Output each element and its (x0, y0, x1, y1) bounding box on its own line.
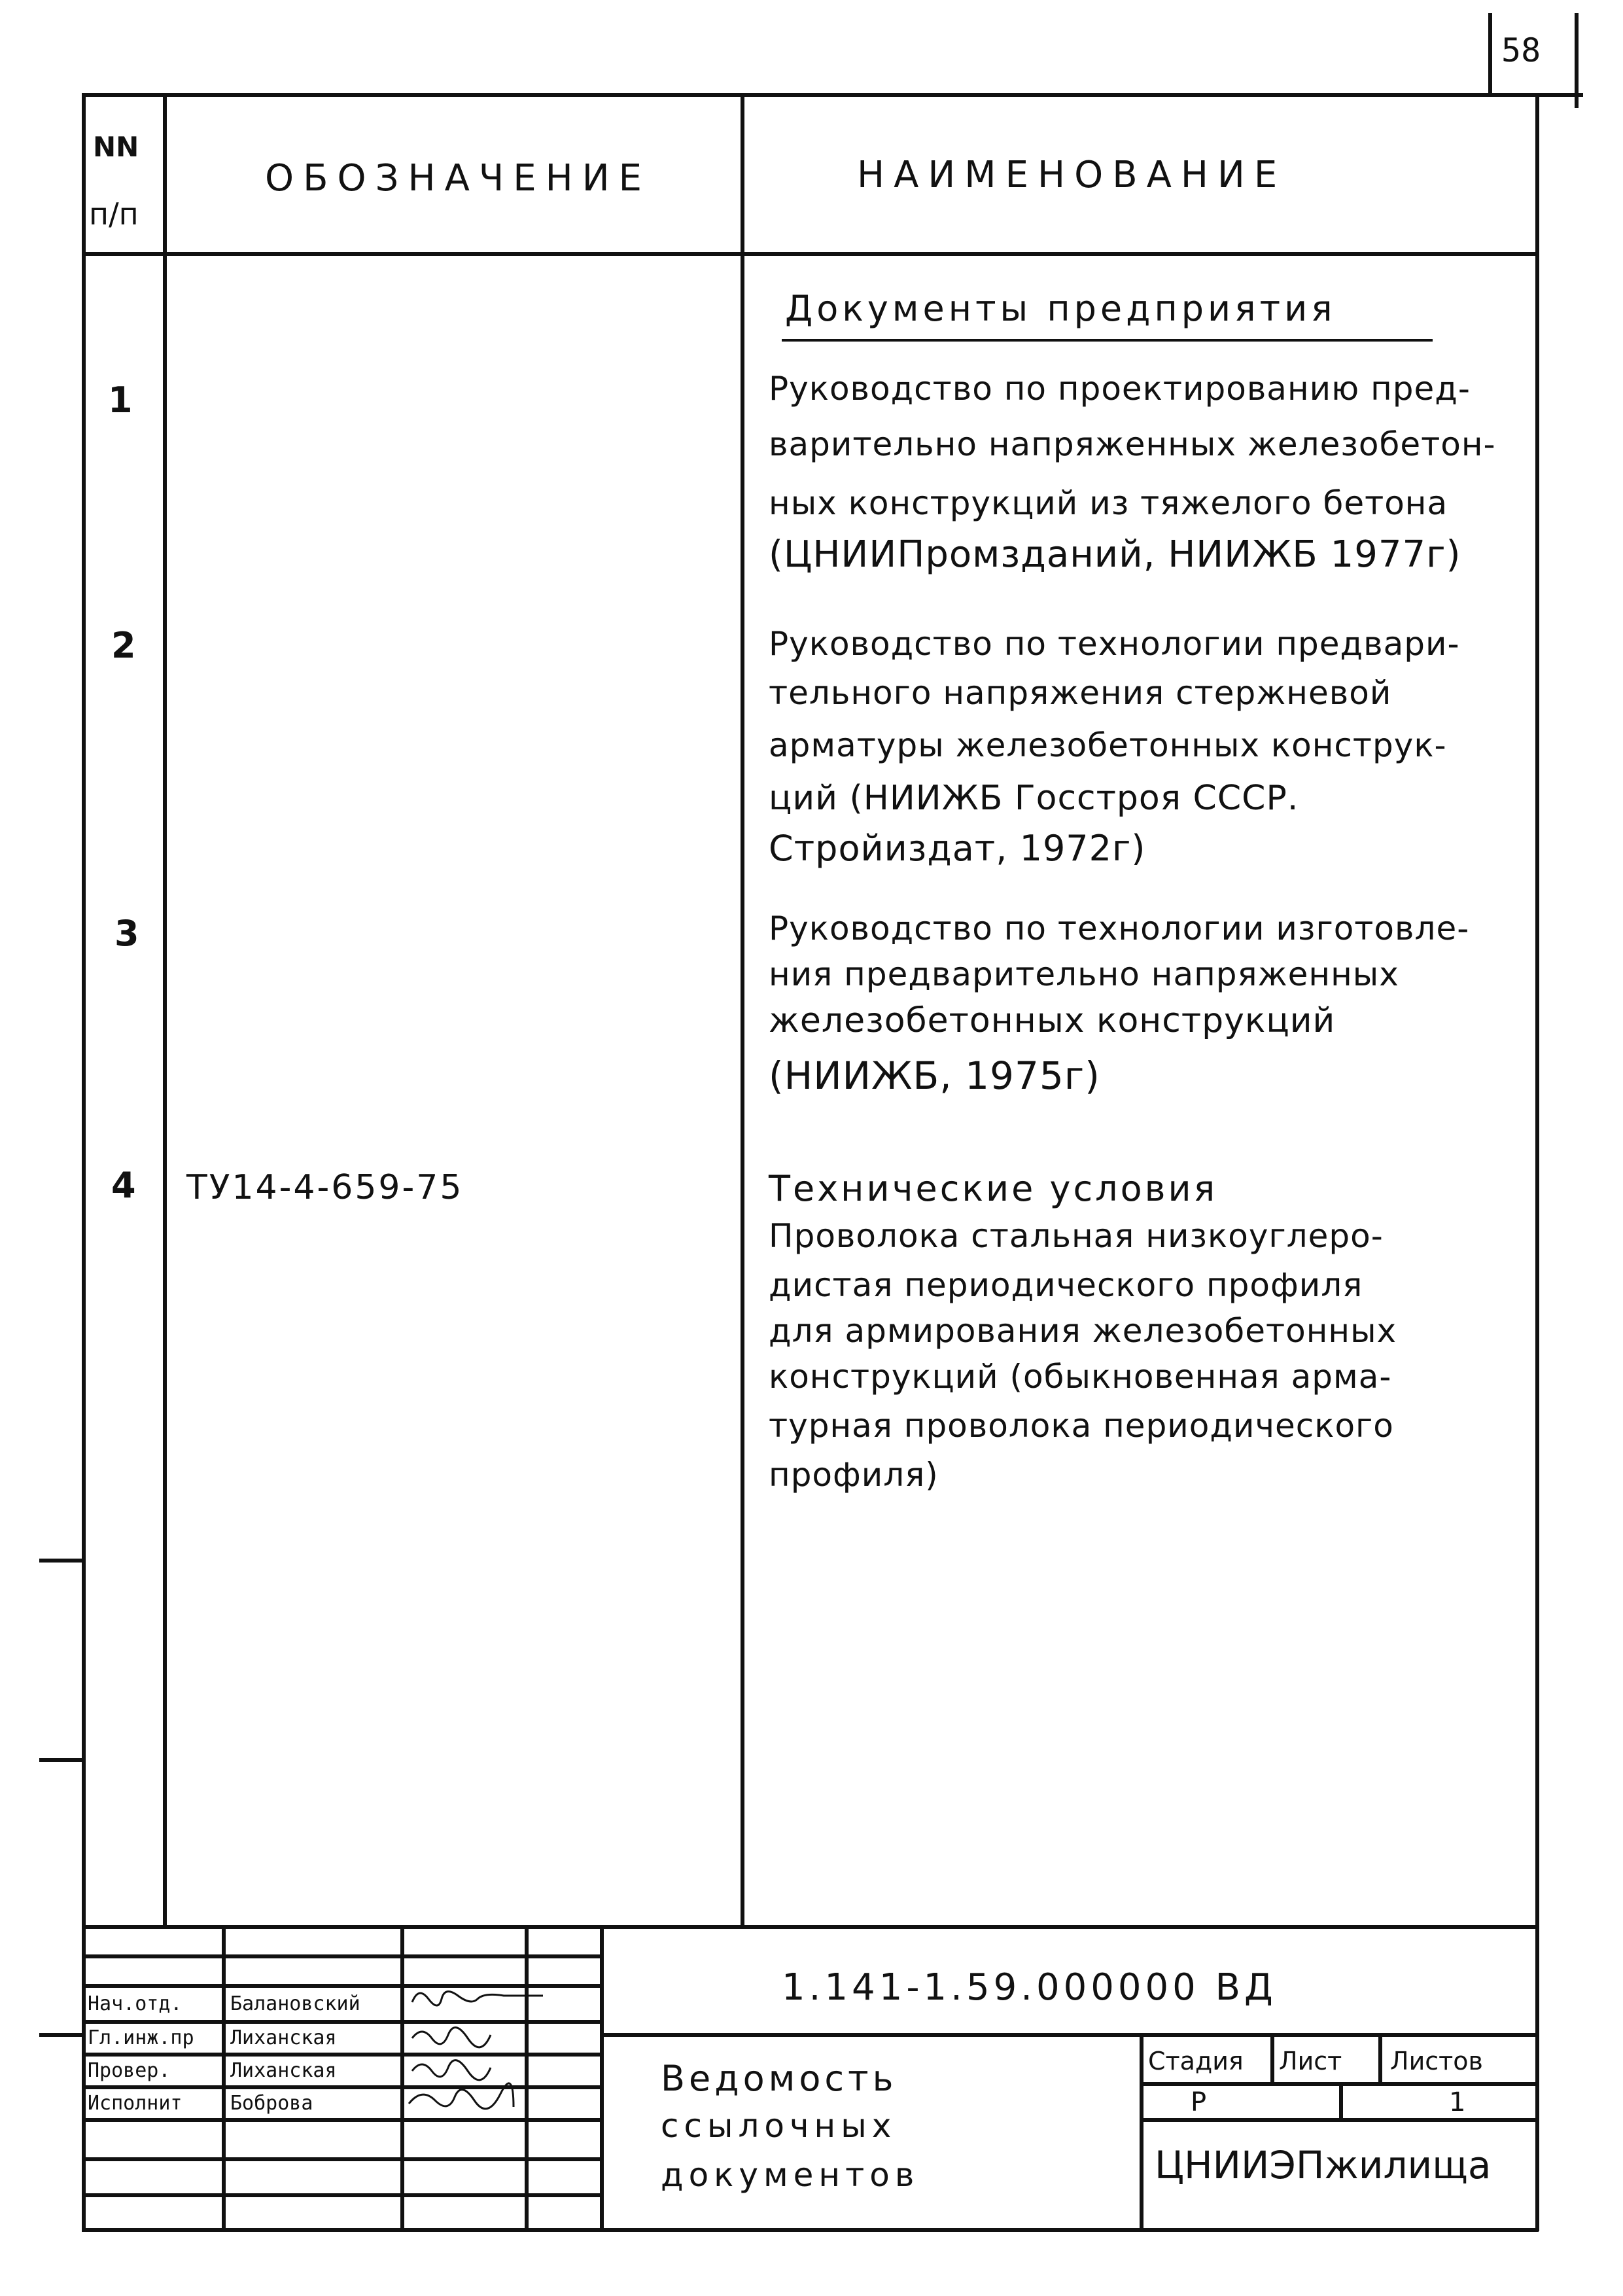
sig-role-4: Исполнит (88, 2092, 183, 2115)
sheets-value: 1 (1449, 2087, 1466, 2117)
sheets-label: Листов (1390, 2047, 1483, 2075)
row-3-line-3: железобетонных конструкций (769, 1001, 1336, 1040)
doc-title-line-2: ссылочных (661, 2107, 897, 2145)
document-code: 1.141-1.59.000000 ВД (782, 1966, 1277, 2009)
organization: ЦНИИЭПжилища (1155, 2143, 1492, 2187)
sig-role-2: Гл.инж.пр (88, 2026, 194, 2049)
row-2-line-2: тельного напряжения стержневой (769, 674, 1392, 712)
signature-scribbles (409, 1992, 543, 2109)
row-4-line-3: дистая периодического профиля (769, 1266, 1363, 1304)
sig-role-3: Провер. (88, 2059, 171, 2082)
row-4-line-1: Технические условия (769, 1168, 1218, 1209)
row-3-line-4: (НИИЖБ, 1975г) (769, 1053, 1100, 1098)
sheet-label: Лист (1279, 2047, 1342, 2075)
doc-title-line-3: документов (661, 2156, 920, 2194)
row-1-number: 1 (108, 380, 133, 421)
row-2-line-1: Руководство по технологии предвари- (769, 625, 1460, 663)
row-1-line-4: (ЦНИИПромзданий, НИИЖБ 1977г) (769, 533, 1461, 576)
row-2-number: 2 (111, 625, 136, 666)
row-2-line-3: арматуры железобетонных конструк- (769, 726, 1447, 764)
row-1-line-3: ных конструкций из тяжелого бетона (769, 484, 1448, 522)
section-title-underline (782, 339, 1433, 342)
row-3-line-2: ния предварительно напряженных (769, 955, 1399, 993)
row-2-line-5: Стройиздат, 1972г) (769, 828, 1146, 869)
stage-label: Стадия (1148, 2047, 1244, 2075)
stage-value: Р (1191, 2087, 1207, 2117)
sig-name-2: Лиханская (230, 2026, 337, 2049)
header-col-name: НАИМЕНОВАНИЕ (857, 154, 1287, 196)
sheet-number: 58 (1501, 31, 1541, 69)
row-4-line-7: профиля) (769, 1456, 939, 1494)
header-col-num-line1: NN (93, 131, 139, 163)
row-4-line-6: турная проволока периодического (769, 1407, 1394, 1445)
row-1-line-1: Руководство по проектированию пред- (769, 370, 1471, 408)
header-col-designation: ОБОЗНАЧЕНИЕ (265, 157, 652, 200)
row-4-line-2: Проволока стальная низкоуглеро- (769, 1217, 1384, 1255)
row-4-line-5: конструкций (обыкновенная арма- (769, 1358, 1392, 1396)
section-title: Документы предприятия (785, 288, 1336, 329)
doc-title-line-1: Ведомость (661, 2058, 898, 2099)
row-3-line-1: Руководство по технологии изготовле- (769, 910, 1470, 947)
row-3-number: 3 (114, 913, 139, 954)
sig-role-1: Нач.отд. (88, 1992, 183, 2015)
header-col-num-line2: п/п (89, 196, 139, 232)
sig-name-4: Боброва (230, 2092, 313, 2115)
row-4-designation: ТУ14-4-659-75 (186, 1168, 464, 1207)
row-4-line-4: для армирования железобетонных (769, 1312, 1397, 1350)
row-4-number: 4 (111, 1165, 136, 1206)
row-2-line-4: ций (НИИЖБ Госстроя СССР. (769, 779, 1299, 818)
sig-name-3: Лиханская (230, 2059, 337, 2082)
sig-name-1: Балановский (230, 1992, 360, 2015)
row-1-line-2: варительно напряженных железобетон- (769, 425, 1496, 463)
